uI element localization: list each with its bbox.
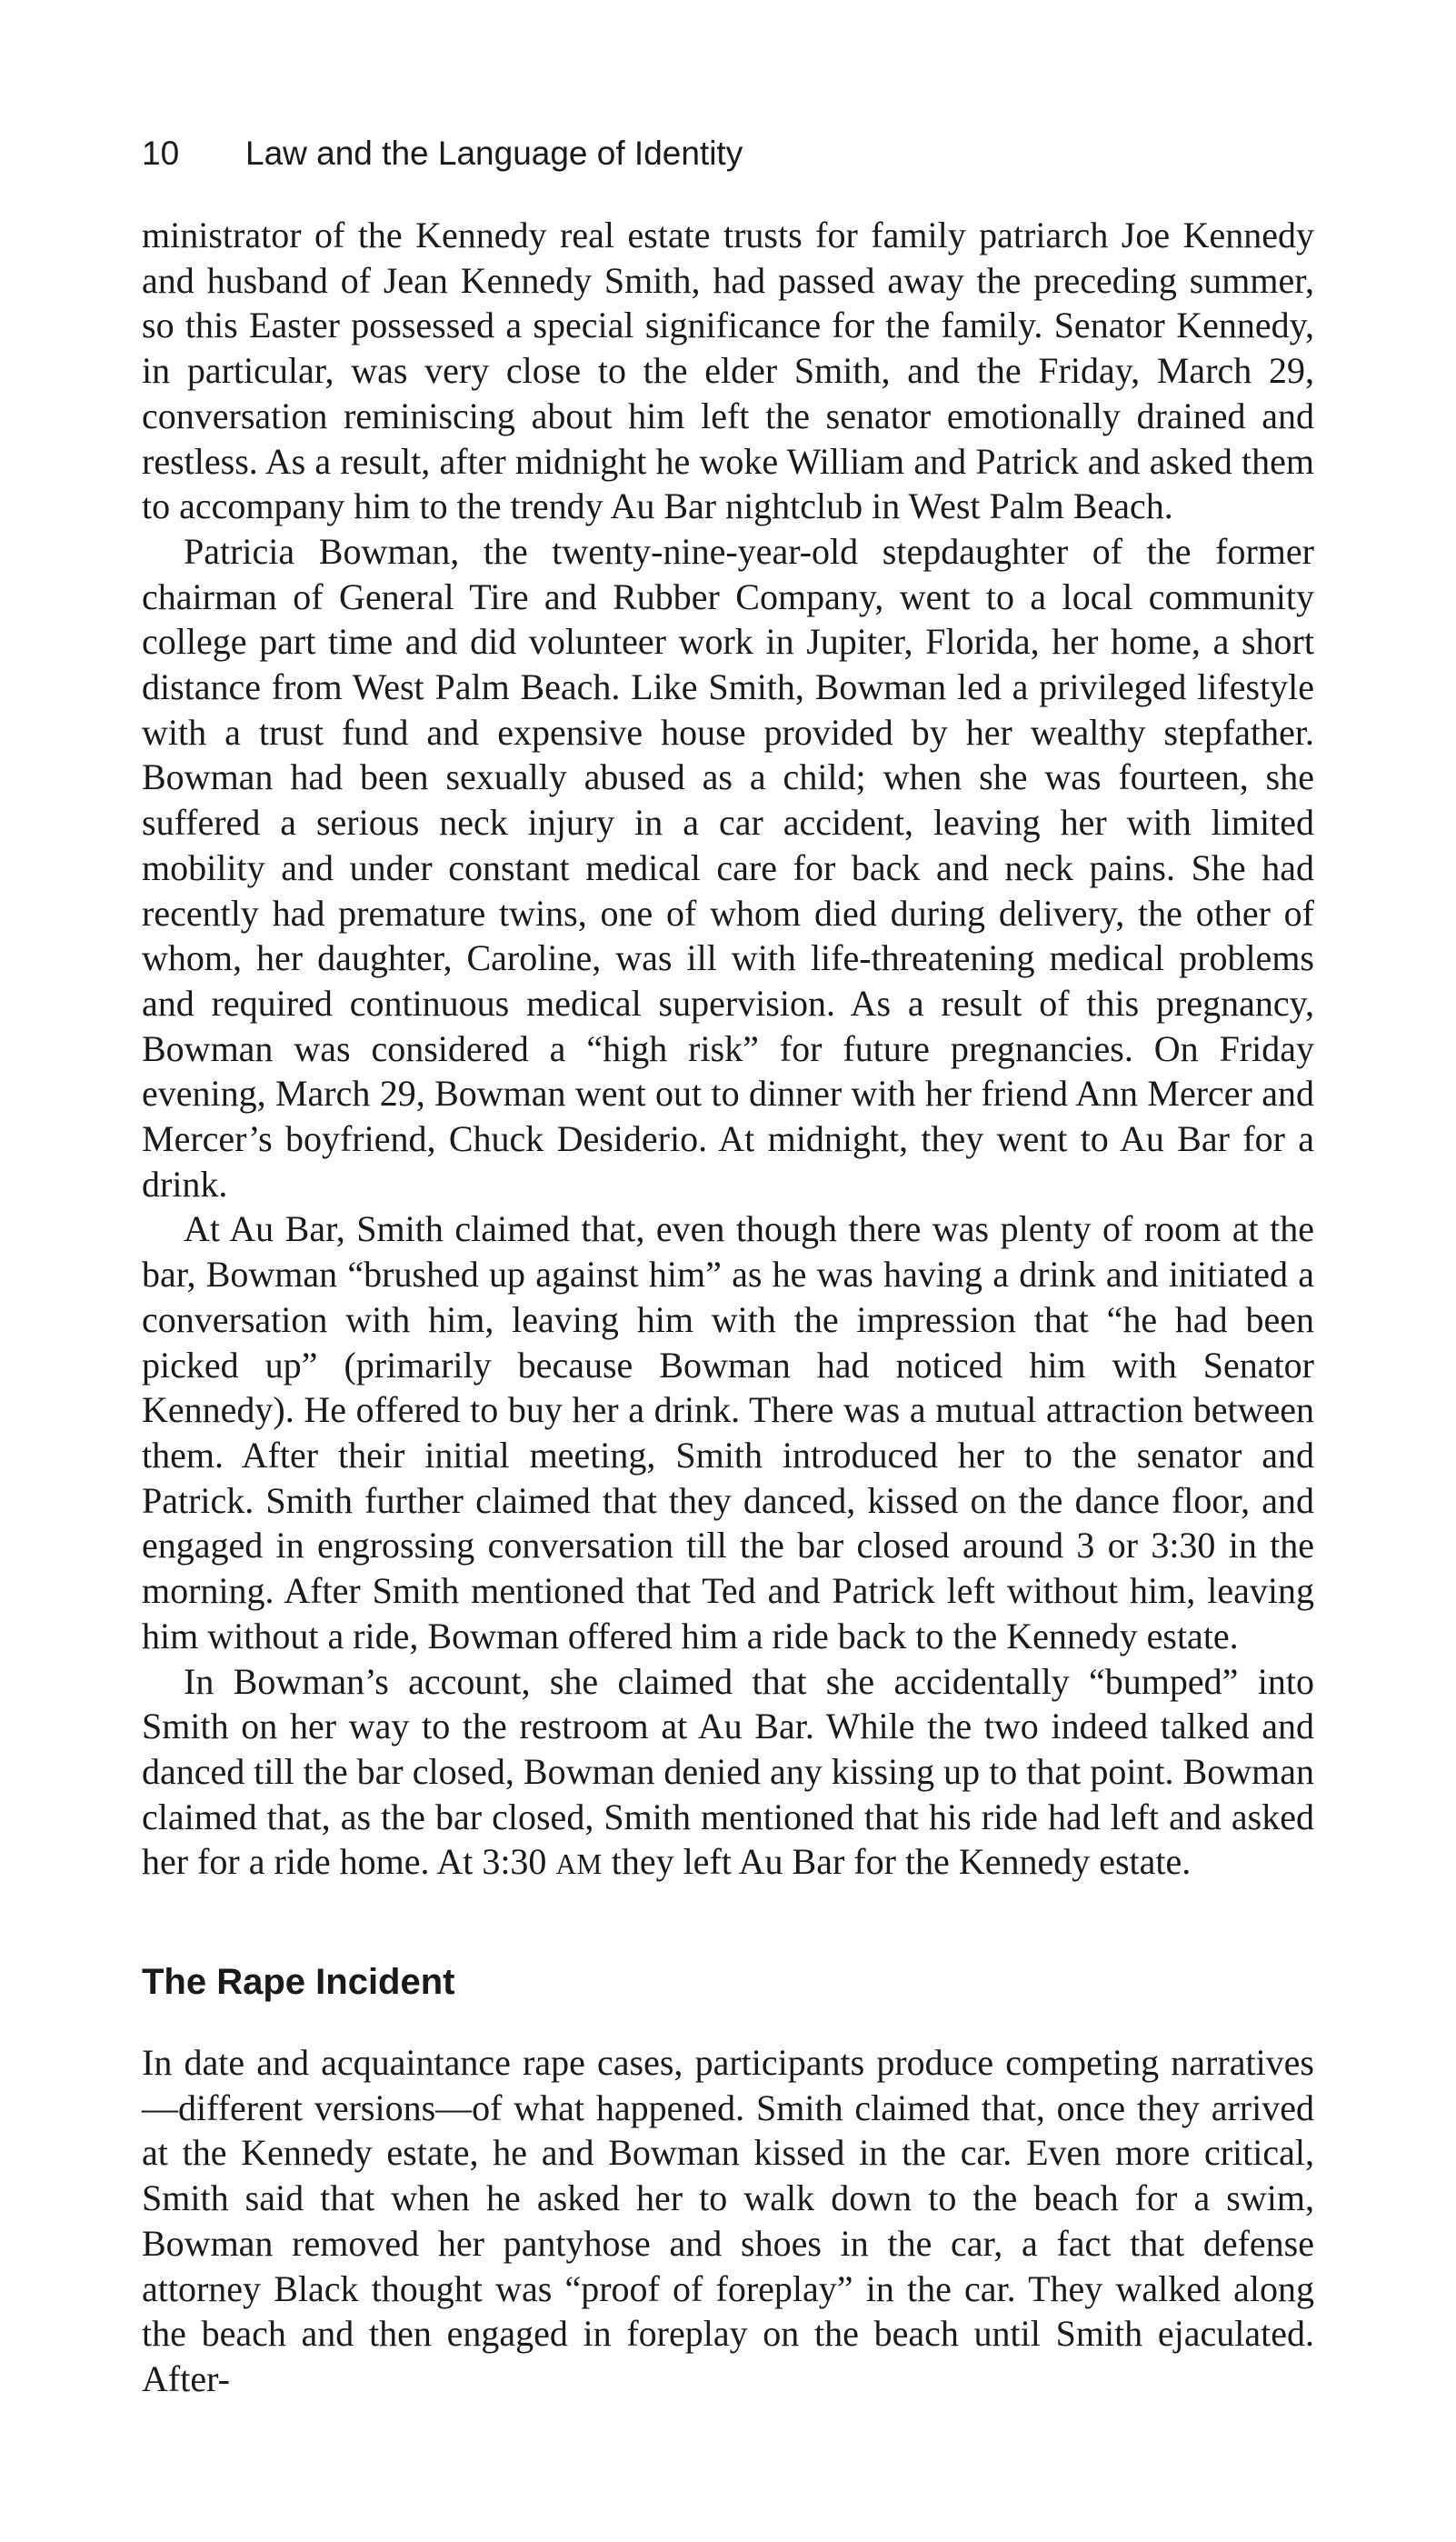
paragraph-4-text-before: In Bowman’s account, she claimed that she accidentally “bumped” into Smith on her way to the restroom at Au Bar. While the two indeed talked and danced till the bar closed, Bowman denied any kissing up to that point. Bowman claimed that, as the bar closed, Smith mentioned that his ride had left and asked her for a ride home. At 3:30 [142,1660,1314,1883]
paragraph-3: At Au Bar, Smith claimed that, even though there was plenty of room at the bar, Bowman “brushed up against him” as he was having a drink and initiated a conversation with him, leaving him with the impression that “he had been picked up” (primarily because Bowman had noticed him with Senator Kennedy). He offered to buy her a drink. There was a mutual attraction between them. After their initial meeting, Smith introduced her to the senator and Patrick. Smith further claimed that they danced, kissed on the dance floor, and engaged in engrossing conversation till the bar closed around 3 or 3:30 in the morning. After Smith mentioned that Ted and Patrick left without him, leaving him without a ride, Bowman offered him a ride back to the Kennedy estate. [142,1208,1314,1656]
time-meridiem: AM [555,1848,603,1881]
body-text [142,213,1314,2402]
running-head [142,132,743,175]
paragraph-4-text-after: they left Au Bar for the Kennedy estate. [602,1841,1192,1883]
paragraph-4 [142,1659,1314,1888]
paragraph-2: Patricia Bowman, the twenty-nine-year-old stepdaughter of the former chairman of General Tire and Rubber Company, went to a local community college part time and did volunteer work in Jupiter, Florida, her home, a short distance from West Palm Beach. Like Smith, Bowman led a privileged lifestyle with a trust fund and expensive house provided by her wealthy stepfather. Bowman had been sexually abused as a child; when she was fourteen, she suffered a serious neck injury in a car accident, leaving her with limited mobility and under constant medical care for back and neck pains. She had recently had premature twins, one of whom died during delivery, the other of whom, her daughter, Caroline, was ill with life-threatening medical problems and required continuous medical supervision. As a result of this pregnancy, Bowman was considered a “high risk” for future pregnancies. On Friday evening, March 29, Bowman went out to dinner with her friend Ann Mercer and Mercer’s boyfriend, Chuck Desiderio. At midnight, they went to Au Bar for a drink. [142,530,1314,1205]
section-heading: The Rape Incident [142,1962,455,2003]
running-title: Law and the Language of Identity [245,135,743,172]
paragraph-1: ministrator of the Kennedy real estate trusts for family patriarch Joe Kennedy and husband of Jean Kennedy Smith, had passed away the preceding summer, so this Easter possessed a special significance for the family. Senator Kennedy, in particular, was very close to the elder Smith, and the Friday, March 29, conversation reminiscing about him left the senator emotionally drained and restless. As a result, after midnight he woke William and Patrick and asked them to accompany him to the trendy Au Bar nightclub in West Palm Beach. [142,215,1314,527]
page-number: 10 [142,135,180,172]
section-paragraph: In date and acquaintance rape cases, participants produce competing narratives—different versions—of what happened. Smith claimed that, once they arrived at the Kennedy estate, he and Bowman kissed in the car. Even more critical, Smith said that when he asked her to walk down to the beach for a swim, Bowman removed her pantyhose and shoes in the car, a fact that defense attorney Black thought was “proof of foreplay” in the car. They walked along the beach and then engaged in foreplay on the beach until Smith ejaculated. After- [142,2042,1314,2399]
